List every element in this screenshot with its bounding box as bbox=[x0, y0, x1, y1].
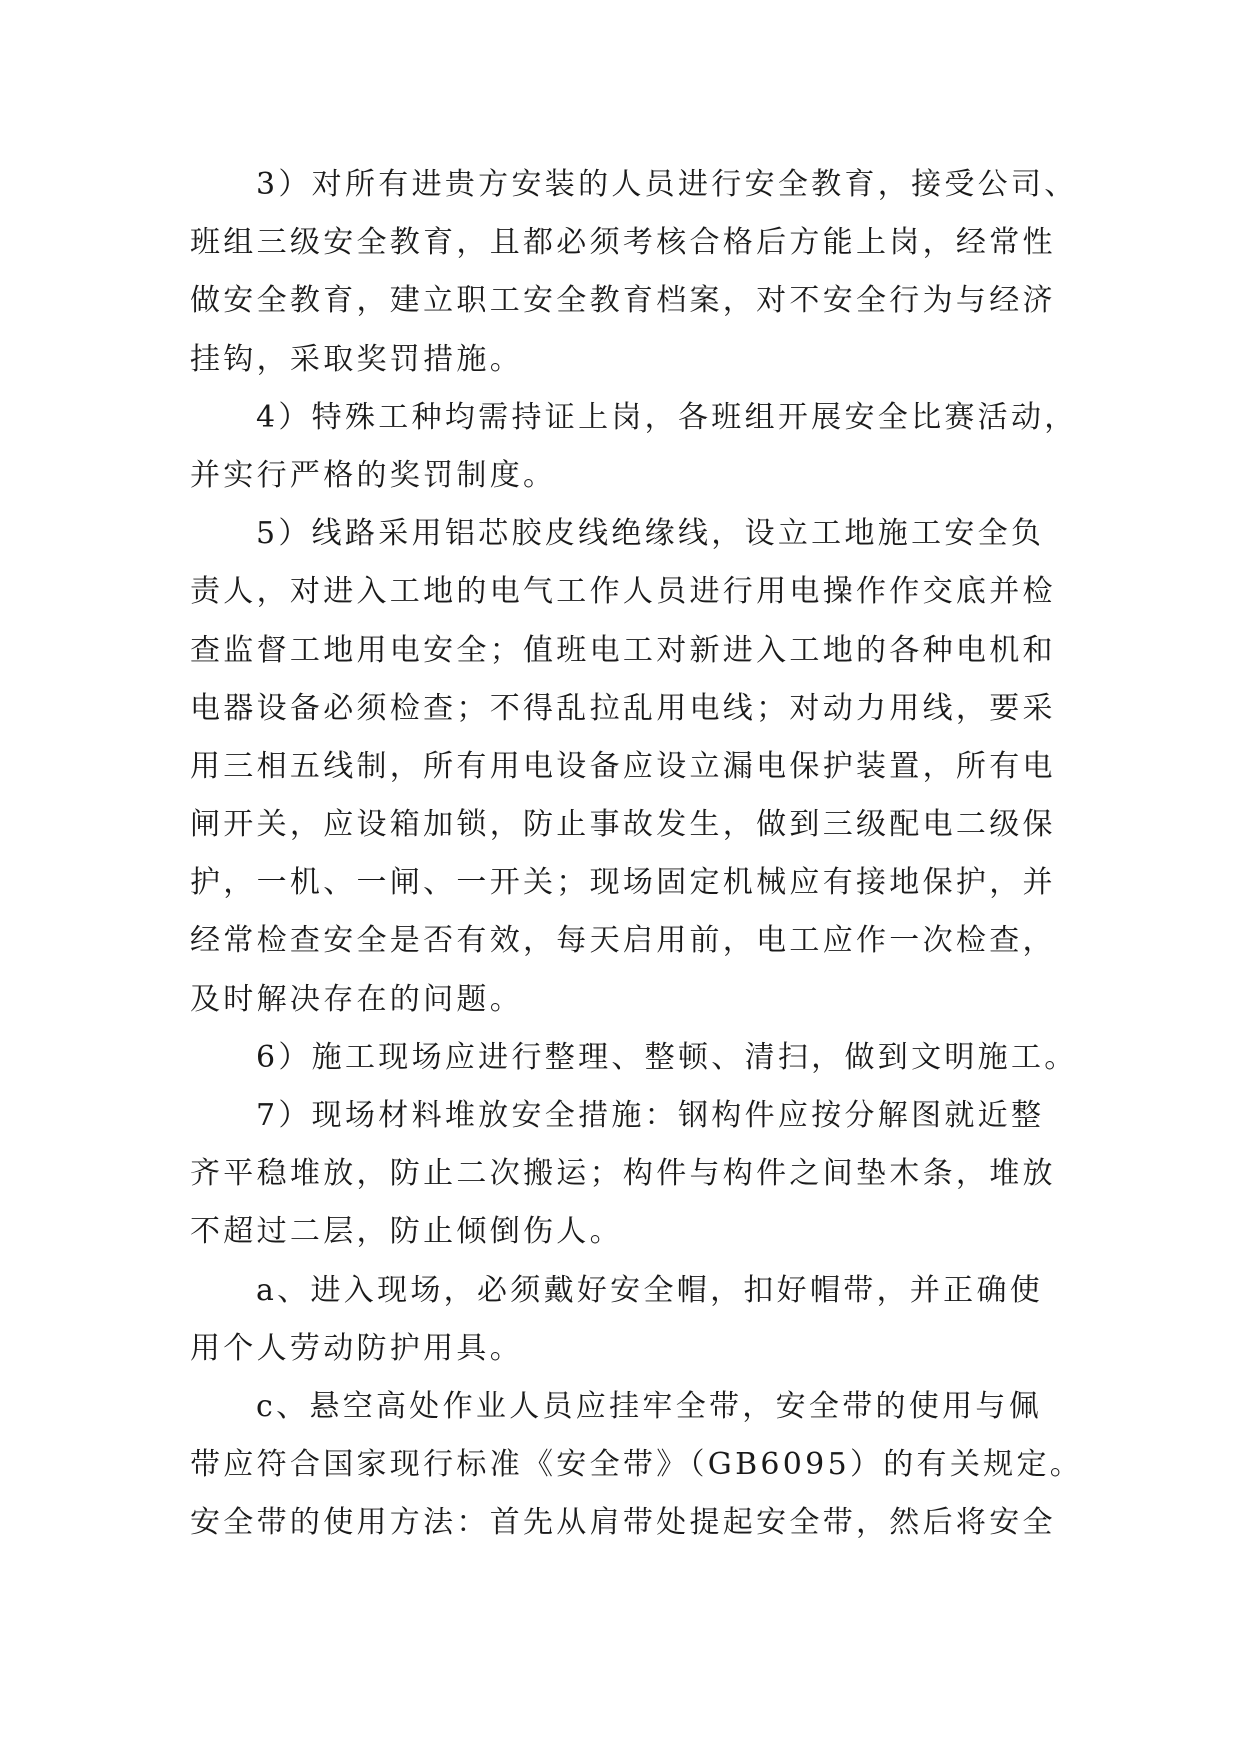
paragraph-first-line: 7）现场材料堆放安全措施：钢构件应按分解图就近整 bbox=[256, 1098, 1045, 1133]
paragraph-line: 护，一机、一闸、一开关；现场固定机械应有接地保护，并 bbox=[190, 865, 1056, 901]
paragraph-first-line: a、进入现场，必须戴好安全帽，扣好帽带，并正确使 bbox=[256, 1272, 1044, 1308]
paragraph-first-line: c、悬空高处作业人员应挂牢全带，安全带的使用与佩 bbox=[256, 1388, 1043, 1424]
paragraph-line: 查监督工地用电安全；值班电工对新进入工地的各种电机和 bbox=[190, 632, 1056, 668]
paragraph-line: 带应符合国家现行标准《安全带》（GB6095）的有关规定。 bbox=[190, 1447, 1084, 1483]
paragraph-line: 闸开关，应设箱加锁，防止事故发生，做到三级配电二级保 bbox=[190, 807, 1056, 843]
paragraph-line: 班组三级安全教育，且都必须考核合格后方能上岗，经常性 bbox=[190, 225, 1056, 261]
paragraph-line: 齐平稳堆放，防止二次搬运；构件与构件之间垫木条，堆放 bbox=[190, 1156, 1056, 1192]
paragraph-line: 安全带的使用方法：首先从肩带处提起安全带，然后将安全 bbox=[190, 1505, 1056, 1541]
paragraph-line: 电器设备必须检查；不得乱拉乱用电线；对动力用线，要采 bbox=[190, 690, 1056, 726]
document-body bbox=[190, 156, 1084, 1553]
paragraph-line: 并实行严格的奖罚制度。 bbox=[190, 457, 557, 493]
paragraph-line: 用三相五线制，所有用电设备应设立漏电保护装置，所有电 bbox=[190, 748, 1056, 784]
paragraph-line: 不超过二层，防止倾倒伤人。 bbox=[190, 1214, 623, 1250]
paragraph-first-line: 6）施工现场应进行整理、整顿、清扫，做到文明施工。 bbox=[256, 1039, 1078, 1075]
paragraph-first-line: 5）线路采用铝芯胶皮线绝缘线，设立工地施工安全负 bbox=[256, 516, 1045, 552]
paragraph-first-line: 4）特殊工种均需持证上岗，各班组开展安全比赛活动， bbox=[256, 399, 1078, 435]
paragraph-line: 挂钩，采取奖罚措施。 bbox=[190, 341, 523, 377]
paragraph-first-line: 3）对所有进贵方安装的人员进行安全教育，接受公司、 bbox=[256, 167, 1078, 202]
paragraph-line: 经常检查安全是否有效，每天启用前，电工应作一次检查， bbox=[190, 923, 1056, 959]
paragraph-line: 用个人劳动防护用具。 bbox=[190, 1330, 523, 1366]
paragraph-line: 做安全教育，建立职工安全教育档案，对不安全行为与经济 bbox=[190, 283, 1056, 319]
paragraph-line: 及时解决存在的问题。 bbox=[190, 981, 523, 1017]
paragraph-line: 责人，对进入工地的电气工作人员进行用电操作作交底并检 bbox=[190, 574, 1056, 610]
